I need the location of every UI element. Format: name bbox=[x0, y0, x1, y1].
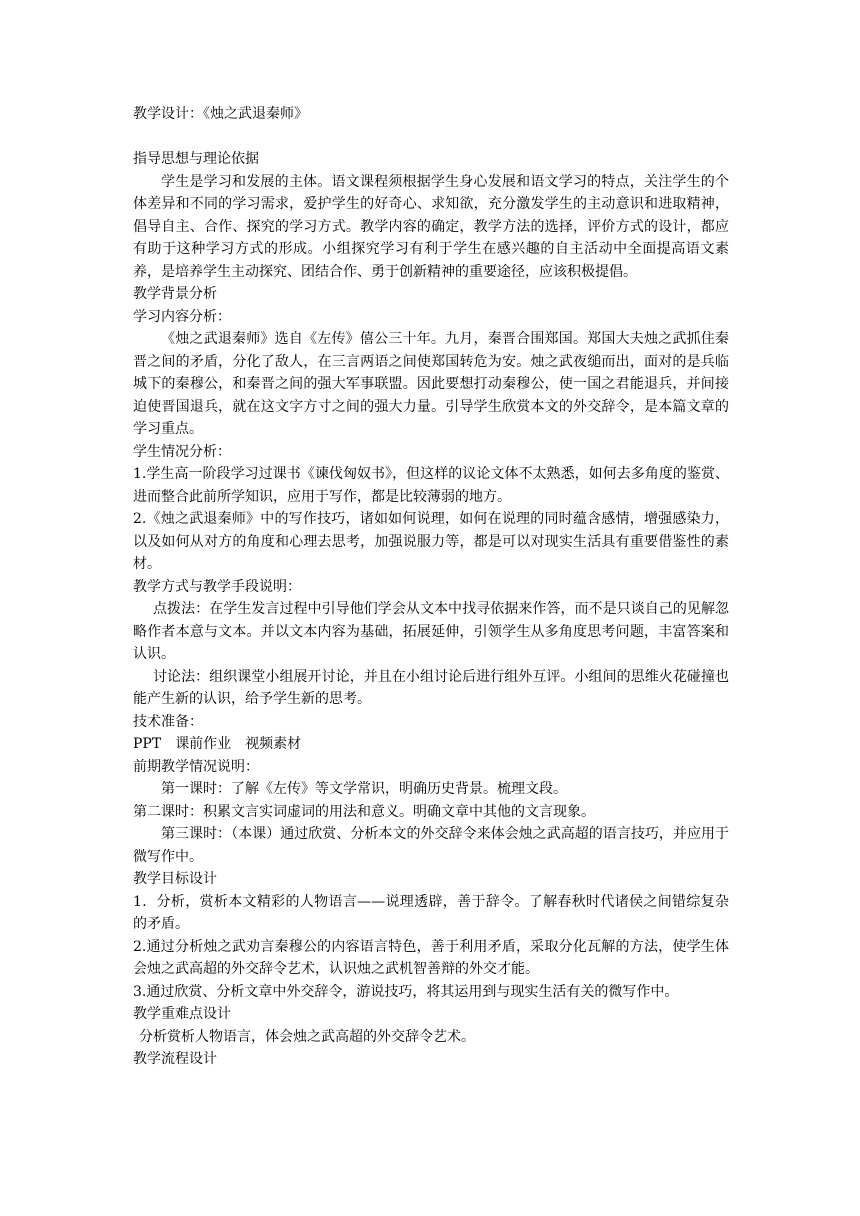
goal-3: 3.通过欣赏、分析文章中外交辞令，游说技巧，将其运用到与现实生活有关的微写作中。 bbox=[133, 983, 679, 1000]
document-title: 教学设计：《烛之武退秦师》 bbox=[133, 106, 308, 122]
background-heading: 教学背景分析 bbox=[133, 286, 217, 302]
lesson-2: 第二课时：积累文言实词虚词的用法和意义。明确文章中其他的文言现象。 bbox=[133, 803, 595, 820]
content-analysis-paragraph: 《烛之武退秦师》选自《左传》僖公三十年。九月，秦晋合围郑国。郑国大夫烛之武抓住秦晋之间的矛盾，分化了敌人，在三言两语之间使郑国转危为安。烛之武夜缒而出，面对的是兵临城下的秦穆公，和秦晋之间的强大军事联盟。因此要想打动秦穆公，使一国之君能退兵，并间接迫使晋国退兵，就在这文字方寸之间的强大力量。引导学生欣赏本文的外交辞令，是本篇文章的学习重点。 bbox=[133, 331, 729, 437]
flow-heading: 教学流程设计 bbox=[133, 1051, 217, 1067]
lesson-1: 第一课时：了解《左传》等文学常识，明确历史背景。梳理文段。 bbox=[161, 781, 567, 797]
goal-1: 1．分析，赏析本文精彩的人物语言——说理透辟，善于辞令。了解春秋时代诸侯之间错综复杂的矛盾。 bbox=[133, 893, 729, 932]
goals-heading: 教学目标设计 bbox=[133, 871, 217, 887]
tech-items bbox=[133, 733, 729, 756]
tech-item-homework: 课前作业 bbox=[175, 736, 232, 752]
prior-heading: 前期教学情况说明： bbox=[133, 758, 259, 775]
lesson-3: 第三课时：（本课）通过欣赏、分析本文的外交辞令来体会烛之武高超的语言技巧，并应用于微写作中。 bbox=[133, 826, 729, 865]
guiding-paragraph: 学生是学习和发展的主体。语文课程须根据学生身心发展和语文学习的特点，关注学生的个体差异和不同的学习需求，爱护学生的好奇心、求知欲，充分激发学生的主动意识和进取精神，倡导自主、合作、探究的学习方式。教学内容的确定，教学方法的选择，评价方式的设计，都应有助于这种学习方式的形成。小组探究学习有利于学生在感兴趣的自主活动中全面提高语文素养，是培养学生主动探究、团结合作、勇于创新精神的重要途径，应该积极提倡。 bbox=[133, 173, 729, 280]
key-paragraph: 分析赏析人物语言，体会烛之武高超的外交辞令艺术。 bbox=[139, 1028, 475, 1045]
tech-item-video: 视频素材 bbox=[245, 736, 302, 752]
document-body bbox=[133, 103, 729, 1071]
guiding-heading: 指导思想与理论依据 bbox=[133, 151, 259, 167]
goal-2: 2.通过分析烛之武劝言秦穆公的内容语言特色，善于利用矛盾，采取分化瓦解的方法，使学生体会烛之武高超的外交辞令艺术，认识烛之武机智善辩的外交才能。 bbox=[133, 938, 729, 977]
student-point-2: 2.《烛之武退秦师》中的写作技巧，诸如如何说理，如何在说理的同时蕴含感情，增强感染力，以及如何从对方的角度和心理去思考，加强说服力等，都是可以对现实生活具有重要借鉴性的素材。 bbox=[133, 511, 729, 572]
blank-line bbox=[133, 126, 729, 149]
content-analysis-heading: 学习内容分析： bbox=[133, 308, 231, 325]
methods-heading: 教学方式与教学手段说明： bbox=[133, 578, 301, 595]
key-heading: 教学重难点设计 bbox=[133, 1006, 231, 1022]
method-paragraph-1: 点拨法：在学生发言过程中引导他们学会从文本中找寻依据来作答，而不是只谈自己的见解忽略作者本意与文本。并以文本内容为基础，拓展延伸，引领学生从多角度思考问题，丰富答案和认识。 bbox=[133, 601, 729, 662]
student-point-1: 1.学生高一阶段学习过课书《谏伐匈奴书》，但这样的议论文体不太熟悉，如何去多角度的鉴赏、进而整合此前所学知识，应用于写作，都是比较薄弱的地方。 bbox=[133, 466, 729, 505]
tech-heading: 技术准备： bbox=[133, 713, 203, 730]
method-paragraph-2: 讨论法：组织课堂小组展开讨论，并且在小组讨论后进行组外互评。小组间的思维火花碰撞也能产生新的认识，给予学生新的思考。 bbox=[133, 668, 729, 707]
student-analysis-heading: 学生情况分析： bbox=[133, 443, 231, 460]
tech-item-ppt: PPT bbox=[133, 736, 162, 752]
